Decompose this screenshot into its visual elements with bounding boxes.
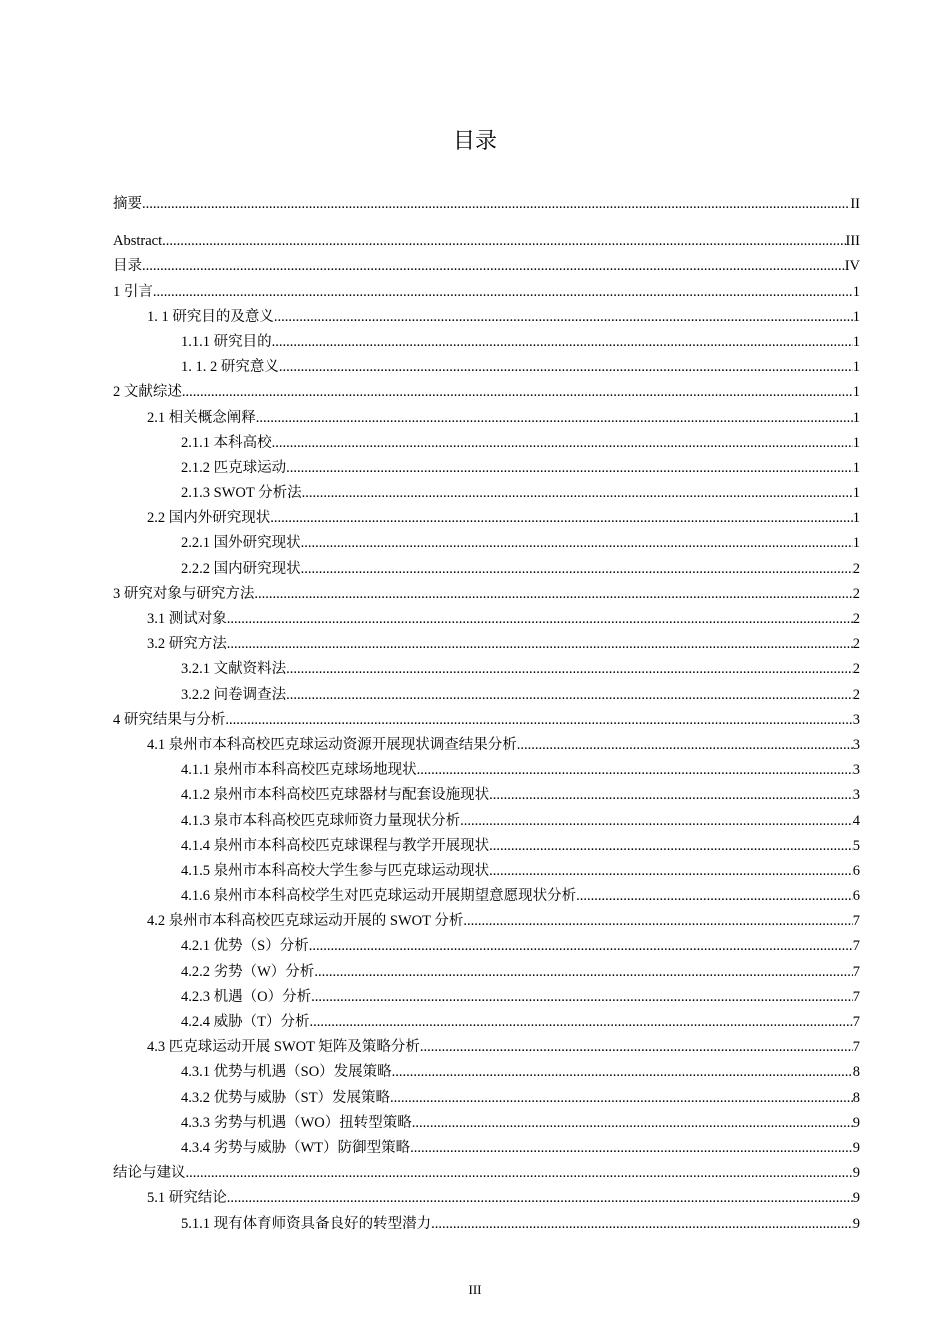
toc-entry-page: 1	[852, 308, 860, 325]
toc-entry[interactable]	[113, 783, 860, 808]
toc-entry-label: 2.2.1 国外研究现状	[181, 535, 301, 552]
toc-entry-label: 1.1.1 研究目的	[181, 333, 272, 350]
toc-entry-page: 9	[852, 1139, 860, 1156]
toc-entry-page: 6	[852, 862, 860, 879]
toc-entry[interactable]	[113, 1111, 860, 1136]
toc-entry-page: 1	[852, 434, 860, 451]
toc-dot-leader	[142, 254, 845, 279]
toc-dot-leader	[142, 192, 850, 217]
toc-dot-leader	[272, 431, 853, 456]
toc-entry[interactable]	[113, 607, 860, 632]
toc-entry-label: 目录	[113, 258, 142, 275]
toc-entry-page: 9	[852, 1114, 860, 1131]
toc-entry-label: 4.1.1 泉州市本科高校匹克球场地现状	[181, 762, 417, 779]
toc-dot-leader	[489, 834, 853, 859]
toc-entry-label: 2 文献综述	[113, 384, 182, 401]
toc-entry-label: 5.1.1 现有体育师资具备良好的转型潜力	[181, 1215, 432, 1232]
toc-dot-leader	[417, 758, 853, 783]
toc-entry[interactable]	[113, 1136, 860, 1161]
toc-entry-label: 3.2.2 问卷调查法	[181, 686, 287, 703]
toc-entry[interactable]	[113, 557, 860, 582]
toc-entry-page: 3	[852, 762, 860, 779]
toc-entry-label: 2.2 国内外研究现状	[147, 510, 271, 527]
toc-entry-page: 1	[852, 283, 860, 300]
toc-entry-label: 4.1.3 泉市本科高校匹克球师资力量现状分析	[181, 812, 461, 829]
toc-dot-leader	[286, 456, 853, 481]
toc-entry-page: 7	[852, 1014, 860, 1030]
toc-entry-page: 7	[852, 913, 860, 930]
toc-entry-page: 1	[852, 384, 860, 401]
toc-entry-page: 8	[852, 1089, 860, 1106]
toc-entry-page: 1	[852, 459, 860, 476]
toc-entry-label: 1 引言	[113, 283, 153, 300]
toc-entry-label: 4.1.4 泉州市本科高校匹克球课程与教学开展现状	[181, 837, 490, 854]
toc-entry[interactable]	[113, 456, 860, 481]
toc-entry[interactable]	[113, 1086, 860, 1111]
toc-dot-leader	[272, 330, 853, 355]
toc-dot-leader	[153, 280, 853, 305]
toc-entry[interactable]	[113, 960, 860, 985]
toc-entry[interactable]	[113, 834, 860, 859]
toc-entry-label: 4.2.3 机遇（O）分析	[181, 988, 312, 1005]
toc-entry-page: 2	[852, 611, 860, 627]
toc-entry[interactable]	[113, 330, 860, 355]
toc-entry-label: 4.3.2 优势与威胁（ST）发展策略	[181, 1089, 391, 1106]
toc-entry[interactable]	[113, 809, 860, 834]
toc-entry-label: 2.2.2 国内研究现状	[181, 560, 301, 577]
toc-entry-label: 1. 1. 2 研究意义	[181, 359, 279, 376]
toc-entry[interactable]	[113, 909, 860, 934]
toc-dot-leader	[390, 1086, 853, 1111]
toc-entry[interactable]	[113, 229, 860, 254]
toc-dot-leader	[256, 406, 853, 431]
toc-dot-leader	[182, 380, 853, 405]
toc-entry-page: 5	[852, 837, 860, 854]
toc-entry-page: 8	[852, 1064, 860, 1081]
toc-dot-leader	[489, 783, 853, 808]
toc-dot-leader	[186, 1161, 853, 1186]
toc-dot-leader	[460, 809, 853, 834]
toc-entry-label: 4.2.1 优势（S）分析	[181, 938, 309, 955]
toc-dot-leader	[301, 557, 853, 582]
toc-dot-leader	[410, 1136, 853, 1161]
toc-entry[interactable]	[113, 355, 860, 380]
toc-dot-leader	[576, 884, 853, 909]
toc-entry[interactable]	[113, 1212, 860, 1237]
toc-entry-page: 7	[852, 963, 860, 980]
toc-entry[interactable]	[113, 733, 860, 758]
toc-entry-page: 1	[852, 535, 860, 552]
toc-entry[interactable]	[113, 582, 860, 607]
toc-entry-label: 2.1.3 SWOT 分析法	[181, 485, 302, 502]
toc-entry-page: 1	[852, 409, 860, 426]
toc-entry-page: 1	[852, 359, 860, 376]
toc-dot-leader	[392, 1060, 853, 1085]
toc-entry[interactable]	[113, 531, 860, 556]
toc-entry-label: 4.3 匹克球运动开展 SWOT 矩阵及策略分析	[147, 1039, 420, 1056]
toc-entry-label: 4.3.1 优势与机遇（SO）发展策略	[181, 1064, 392, 1081]
toc-entry-label: 3.2 研究方法	[147, 636, 227, 653]
toc-entry[interactable]	[113, 192, 860, 217]
toc-entry-label: 4.1.5 泉州市本科高校大学生参与匹克球运动现状	[181, 862, 490, 879]
toc-dot-leader	[431, 1212, 853, 1237]
toc-entry-page: 6	[852, 888, 860, 905]
toc-dot-leader	[309, 934, 853, 959]
toc-entry-label: 3.2.1 文献资料法	[181, 661, 287, 678]
toc-entry-page: 4	[852, 812, 860, 829]
toc-entry-label: 4.3.4 劣势与威胁（WT）防御型策略	[181, 1139, 411, 1156]
toc-entry[interactable]	[113, 708, 860, 733]
toc-entry[interactable]	[113, 481, 860, 506]
toc-entry-label: 2.1.1 本科高校	[181, 434, 272, 451]
toc-dot-leader	[270, 506, 853, 531]
table-of-contents	[113, 192, 860, 1237]
toc-entry[interactable]	[113, 657, 860, 682]
page-number: III	[468, 1282, 482, 1297]
toc-dot-leader	[225, 708, 852, 733]
toc-dot-leader	[412, 1111, 853, 1136]
toc-entry-page: 2	[852, 560, 860, 577]
toc-entry-page: 2	[852, 686, 860, 703]
toc-entry-page: IV	[844, 258, 860, 275]
toc-entry[interactable]	[113, 1186, 860, 1211]
toc-entry-label: 4.1.6 泉州市本科高校学生对匹克球运动开展期望意愿现状分析	[181, 888, 577, 905]
toc-entry[interactable]	[113, 859, 860, 884]
toc-entry-page: 3	[852, 711, 860, 728]
toc-dot-leader	[302, 481, 853, 506]
toc-entry-page: 2	[852, 636, 860, 653]
toc-dot-leader	[279, 355, 853, 380]
toc-dot-leader	[286, 657, 853, 682]
toc-entry[interactable]	[113, 632, 860, 657]
toc-entry[interactable]	[113, 934, 860, 959]
toc-dot-leader	[301, 531, 853, 556]
toc-entry-page: III	[845, 233, 860, 250]
toc-entry[interactable]	[113, 1010, 860, 1035]
toc-entry-label: 3.1 测试对象	[147, 611, 227, 627]
toc-entry[interactable]	[113, 305, 860, 330]
toc-entry[interactable]	[113, 406, 860, 431]
toc-entry-label: 摘要	[113, 196, 142, 212]
toc-entry-label: 1. 1 研究目的及意义	[147, 308, 274, 325]
toc-entry[interactable]	[113, 431, 860, 456]
toc-dot-leader	[489, 859, 853, 884]
toc-entry-label: 5.1 研究结论	[147, 1190, 227, 1207]
toc-entry-label: 4.1.2 泉州市本科高校匹克球器材与配套设施现状	[181, 787, 490, 804]
toc-dot-leader	[162, 229, 845, 254]
toc-dot-leader	[463, 909, 852, 934]
toc-entry-label: 4.2.2 劣势（W）分析	[181, 963, 315, 980]
toc-entry-page: 7	[852, 988, 860, 1005]
toc-entry-page: II	[850, 196, 860, 212]
toc-entry-label: 结论与建议	[113, 1165, 186, 1182]
toc-dot-leader	[254, 582, 852, 607]
toc-entry[interactable]	[113, 1035, 860, 1060]
toc-entry-page: 2	[852, 661, 860, 678]
toc-entry-page: 1	[852, 510, 860, 527]
toc-dot-leader	[309, 1010, 852, 1035]
toc-entry[interactable]	[113, 758, 860, 783]
toc-entry[interactable]	[113, 884, 860, 909]
toc-dot-leader	[420, 1035, 853, 1060]
toc-entry-page: 9	[852, 1215, 860, 1232]
toc-dot-leader	[227, 607, 853, 632]
toc-entry-label: 4.2 泉州市本科高校匹克球运动开展的 SWOT 分析	[147, 913, 464, 930]
toc-entry-label: 4.3.3 劣势与机遇（WO）扭转型策略	[181, 1114, 412, 1131]
toc-entry[interactable]	[113, 683, 860, 708]
toc-entry-label: 2.1 相关概念阐释	[147, 409, 256, 426]
toc-entry-label: 2.1.2 匹克球运动	[181, 459, 287, 476]
toc-entry-label: 4.2.4 威胁（T）分析	[181, 1014, 310, 1030]
toc-entry-page: 9	[852, 1190, 860, 1207]
toc-entry-page: 1	[852, 485, 860, 502]
toc-entry-page: 9	[852, 1165, 860, 1182]
toc-entry[interactable]	[113, 280, 860, 305]
toc-entry-label: 4 研究结果与分析	[113, 711, 226, 728]
toc-dot-leader	[311, 985, 853, 1010]
toc-entry-page: 2	[852, 585, 860, 602]
page-title: 目录	[452, 129, 497, 154]
toc-dot-leader	[286, 683, 853, 708]
toc-entry-page: 3	[852, 736, 860, 753]
toc-dot-leader	[227, 632, 853, 657]
toc-dot-leader	[227, 1186, 853, 1211]
toc-entry[interactable]	[113, 1161, 860, 1186]
toc-entry-label: 3 研究对象与研究方法	[113, 585, 255, 602]
toc-dot-leader	[274, 305, 853, 330]
toc-dot-leader	[517, 733, 853, 758]
toc-entry-page: 1	[852, 333, 860, 350]
toc-entry[interactable]	[113, 985, 860, 1010]
toc-entry-label: 4.1 泉州市本科高校匹克球运动资源开展现状调查结果分析	[147, 736, 517, 753]
toc-entry-page: 3	[852, 787, 860, 804]
toc-entry[interactable]	[113, 380, 860, 405]
toc-entry[interactable]	[113, 506, 860, 531]
toc-entry[interactable]	[113, 254, 860, 279]
toc-entry[interactable]	[113, 1060, 860, 1085]
toc-dot-leader	[314, 960, 852, 985]
toc-entry-page: 7	[852, 1039, 860, 1056]
toc-entry-page: 7	[852, 938, 860, 955]
toc-entry-label: Abstract	[113, 233, 163, 250]
